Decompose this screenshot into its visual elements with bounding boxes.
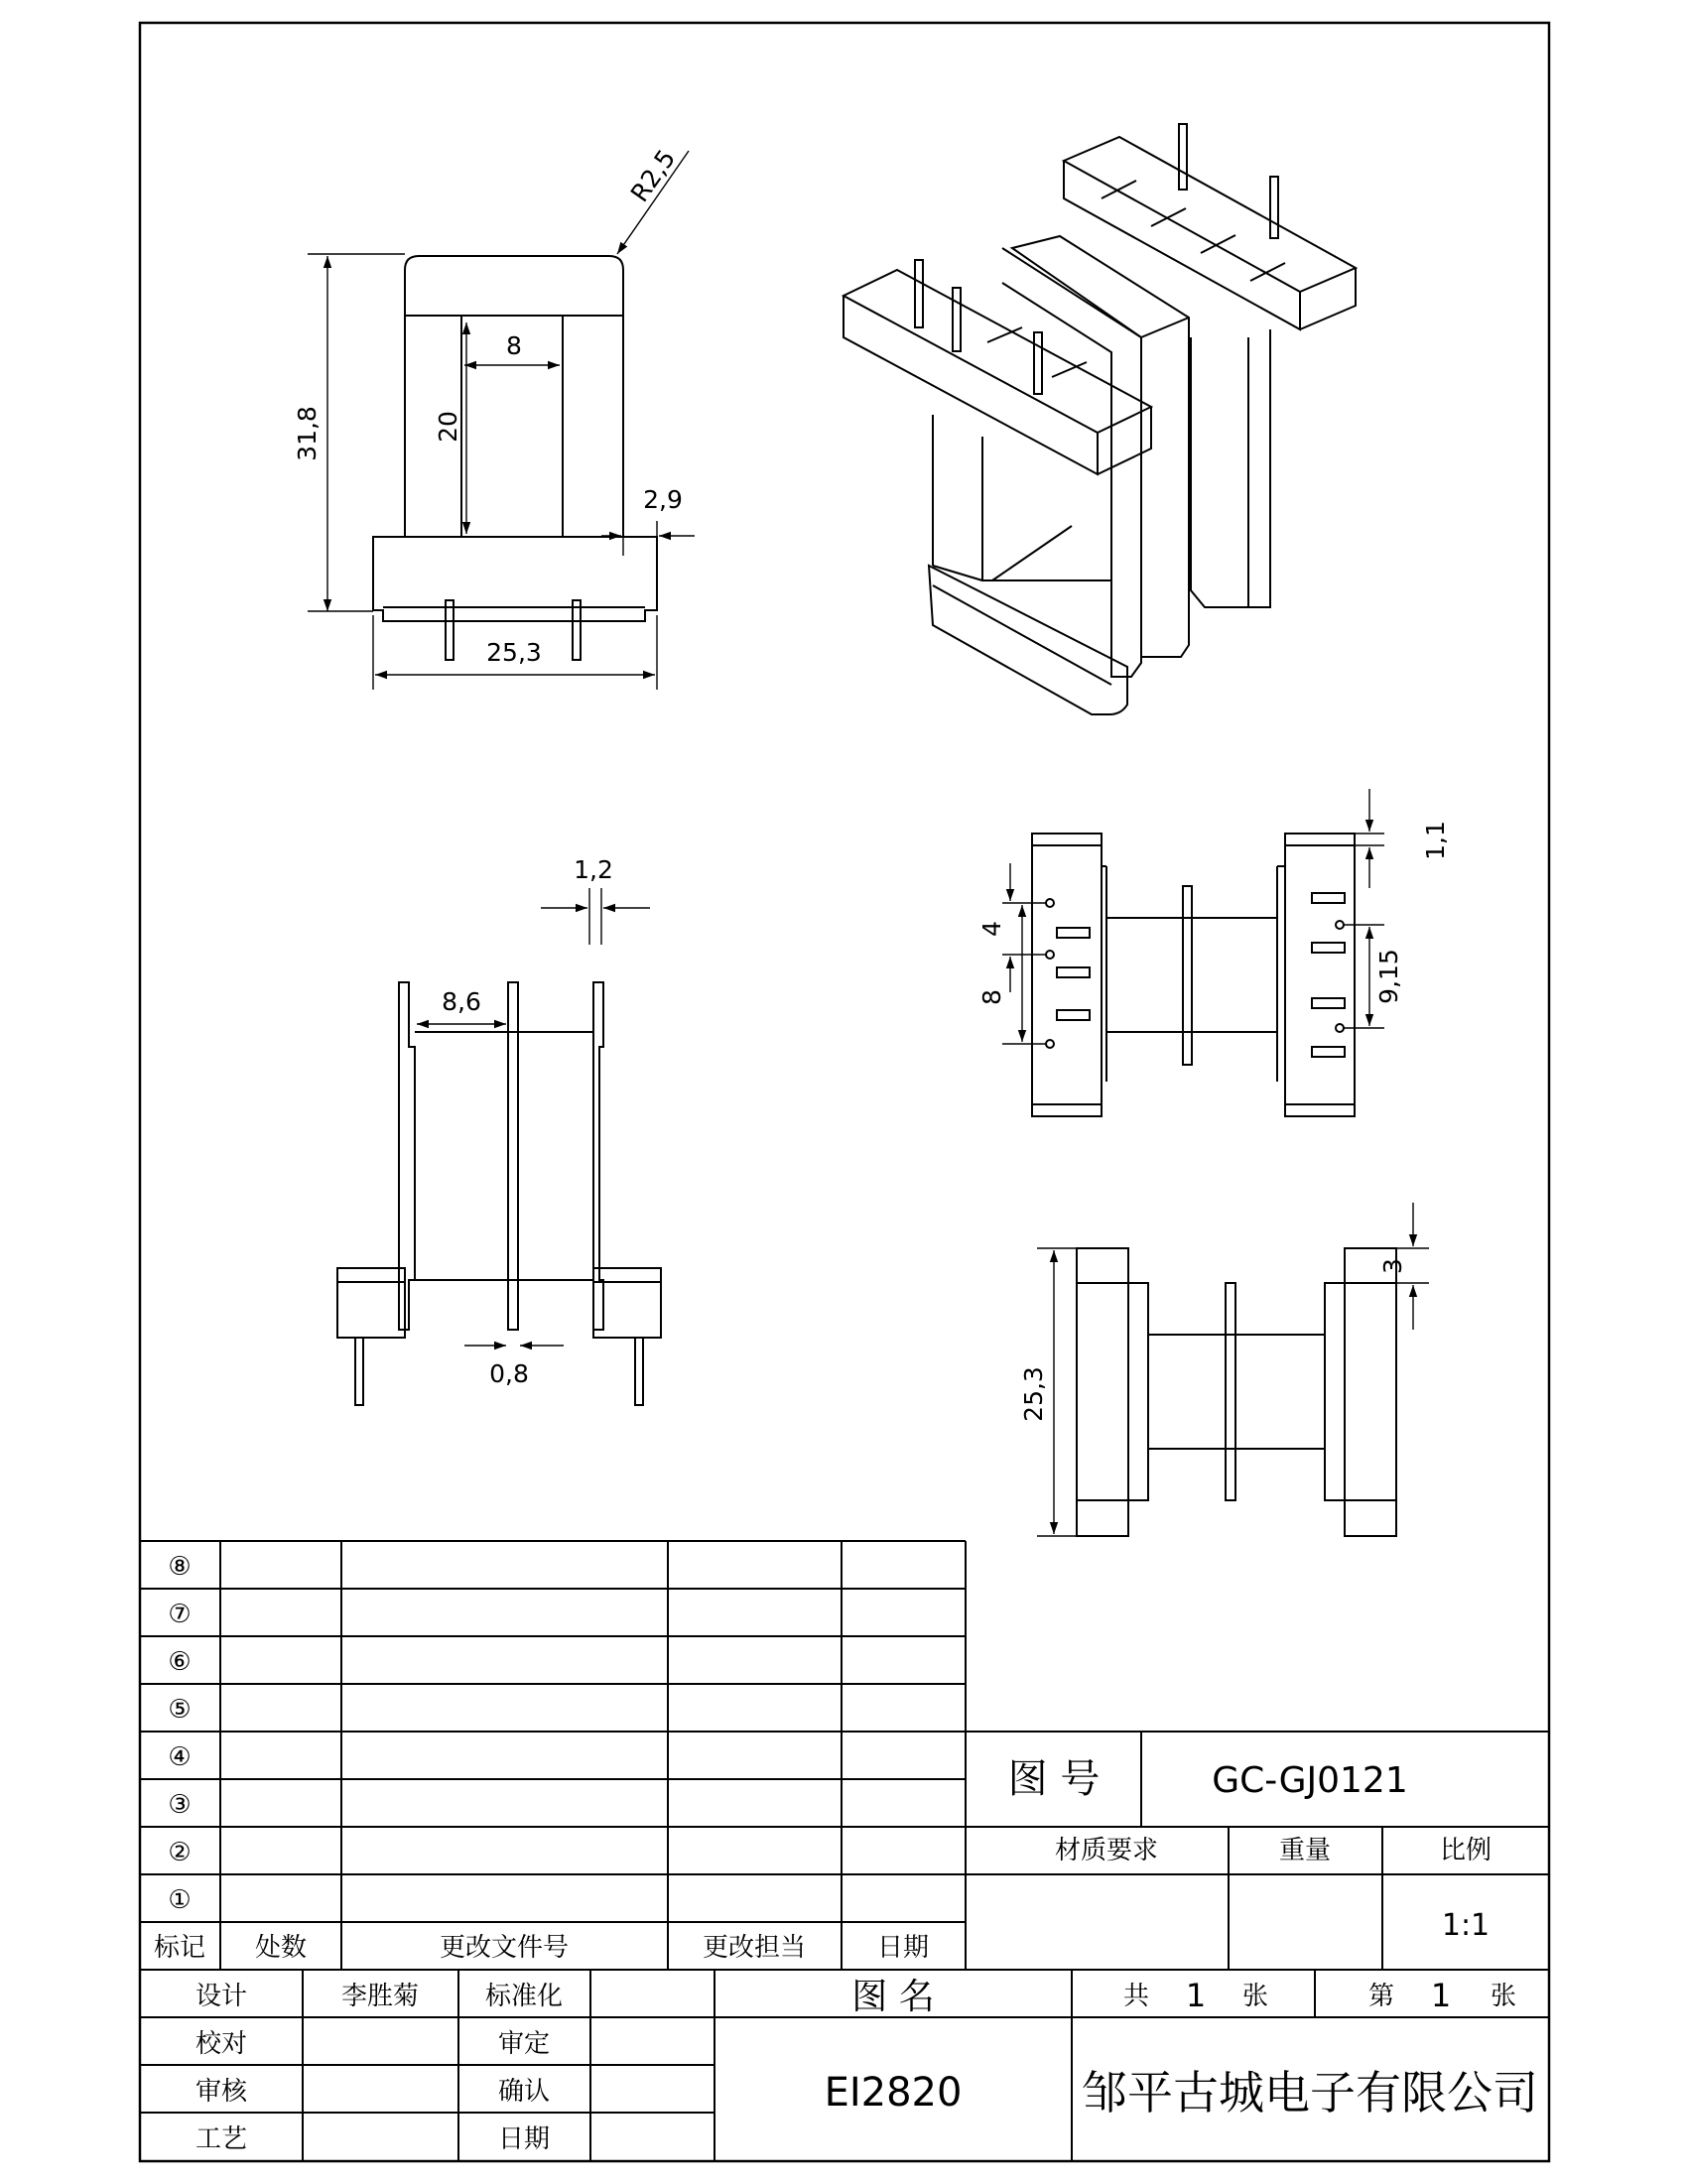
date-label: 日期 bbox=[497, 2124, 551, 2154]
header-count: 处数 bbox=[254, 1933, 308, 1963]
total-unit: 张 bbox=[1241, 1982, 1269, 2011]
sheet-unit: 张 bbox=[1490, 1982, 1517, 2011]
dim-center-wall: 0,8 bbox=[489, 1359, 529, 1388]
drawing-frame bbox=[140, 23, 1549, 2161]
header-date: 日期 bbox=[876, 1933, 930, 1963]
revision-table bbox=[140, 1541, 1549, 1970]
design-label: 设计 bbox=[195, 1982, 248, 2011]
front-view bbox=[293, 144, 695, 690]
company-name: 邹平古城电子有限公司 bbox=[1082, 2066, 1538, 2120]
dim-slot: 1,1 bbox=[1421, 821, 1450, 860]
revision-row-7: ⑦ bbox=[168, 1600, 192, 1629]
title-block bbox=[966, 1732, 1549, 1970]
revision-row-8: ⑧ bbox=[168, 1552, 192, 1582]
scale-label: 比例 bbox=[1439, 1836, 1493, 1865]
audit-label: 审核 bbox=[195, 2077, 248, 2107]
dim-length: 25,3 bbox=[1019, 1366, 1048, 1422]
total-label: 共 bbox=[1122, 1982, 1150, 2011]
side-view bbox=[337, 855, 661, 1405]
scale-value: 1:1 bbox=[1441, 1908, 1491, 1943]
dim-step: 3 bbox=[1378, 1258, 1407, 1274]
sheet-number: 1 bbox=[1430, 1977, 1452, 2014]
dim-flange-step: 2,9 bbox=[643, 485, 683, 514]
process-label: 工艺 bbox=[195, 2124, 248, 2154]
dim-window-width: 8 bbox=[506, 331, 522, 360]
part-name: EI2820 bbox=[824, 2070, 963, 2116]
review-label: 审定 bbox=[497, 2029, 551, 2059]
weight-label: 重量 bbox=[1278, 1836, 1332, 1865]
dim-pin-pitch-small: 4 bbox=[977, 921, 1006, 937]
revision-row-6: ⑥ bbox=[168, 1647, 192, 1677]
revision-row-2: ② bbox=[168, 1838, 192, 1867]
dim-height: 31,8 bbox=[293, 406, 322, 461]
material-label: 材质要求 bbox=[1054, 1836, 1159, 1865]
bottom-view bbox=[1019, 1203, 1429, 1536]
header-mark: 标记 bbox=[153, 1933, 206, 1963]
dim-window-height: 20 bbox=[434, 411, 462, 443]
designer-name: 李胜菊 bbox=[340, 1982, 420, 2011]
dim-inner-width: 8,6 bbox=[442, 987, 481, 1016]
header-change-doc: 更改文件号 bbox=[439, 1933, 570, 1963]
top-view bbox=[977, 789, 1450, 1116]
dim-radius: R2,5 bbox=[624, 144, 682, 207]
dim-base-width: 25,3 bbox=[486, 638, 542, 667]
revision-row-5: ⑤ bbox=[168, 1695, 192, 1725]
revision-row-3: ③ bbox=[168, 1790, 192, 1820]
standard-label: 标准化 bbox=[484, 1982, 564, 2011]
dim-flange-thickness: 1,2 bbox=[574, 855, 613, 884]
revision-row-1: ① bbox=[168, 1885, 192, 1915]
drawing-name-label: 图 名 bbox=[851, 1977, 935, 2017]
drawing-number: GC-GJ0121 bbox=[1212, 1760, 1408, 1801]
revision-row-4: ④ bbox=[168, 1742, 192, 1772]
sheet-label: 第 bbox=[1367, 1982, 1395, 2011]
confirm-label: 确认 bbox=[497, 2077, 551, 2107]
check-label: 校对 bbox=[195, 2029, 248, 2059]
dim-pin-row-pitch: 9,15 bbox=[1374, 949, 1403, 1004]
dim-pin-pitch-large: 8 bbox=[977, 989, 1006, 1005]
header-change-owner: 更改担当 bbox=[702, 1933, 807, 1963]
drawing-number-label: 图 号 bbox=[1007, 1756, 1101, 1802]
signature-block bbox=[140, 1970, 1549, 2161]
total-sheets: 1 bbox=[1185, 1977, 1207, 2014]
isometric-view bbox=[844, 124, 1356, 714]
